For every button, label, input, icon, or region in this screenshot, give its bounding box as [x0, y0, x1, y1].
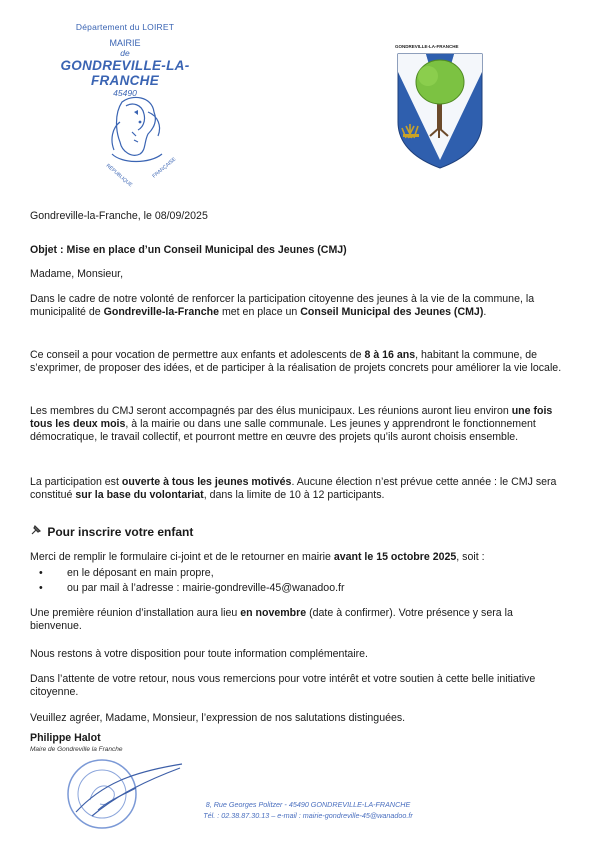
paragraph-availability: Nous restons à votre disposition pour toute information complémentaire. [30, 648, 368, 660]
crest-label: GONDREVILLE-LA-FRANCHE [395, 44, 459, 49]
registration-options [30, 566, 562, 595]
coat-of-arms-icon [386, 42, 494, 175]
place-date: Gondreville-la-Franche, le 08/09/2025 [30, 210, 208, 222]
signer-name: Philippe Halot [30, 732, 101, 744]
seal-text-left: RÉPUBLIQUE [104, 162, 134, 189]
commune-name: GONDREVILLE-LA-FRANCHE [60, 58, 190, 88]
paragraph-purpose: Ce conseil a pour vocation de permettre aux enfants et adolescents de 8 à 16 ans, habitant la commune, de s’exprimer, de proposer des idées, et de participer à la réalisation de projets concrets pour améliorer la vie locale. [30, 349, 562, 375]
letterhead [40, 22, 210, 98]
salutation: Madame, Monsieur, [30, 268, 124, 280]
list-item: • en le déposant en main propre, [30, 566, 562, 581]
paragraph-participation: La participation est ouverte à tous les jeunes motivés. Aucune élection n’est prévue cette année : le CMJ sera constitué sur la base du volontariat, dans la limite de 10 à 12 participants. [30, 476, 557, 502]
footer-address: 8, Rue Georges Politzer - 45490 GONDREVILLE-LA-FRANCHE [205, 800, 411, 809]
footer-contact: Tél. : 02.38.87.30.13 – e-mail : mairie-gondreville-45@wanadoo.fr [203, 811, 413, 820]
object-text: : Mise en place d’un Conseil Municipal des Jeunes (CMJ) [57, 244, 347, 256]
paragraph-members: Les membres du CMJ seront accompagnés par des élus municipaux. Les réunions auront lieu environ une fois tous les deux mois, à la mairie ou dans une salle communale. Les jeunes y apprendront le fonctionnement démocratique, le travail collectif, et pourront mettre en œuvre des projets qu’ils auront choisis ensemble. [30, 405, 553, 444]
list-item: • ou par mail à l’adresse : mairie-gondreville-45@wanadoo.fr [30, 581, 562, 596]
object-label: Objet [30, 244, 58, 256]
department-name: Département du LOIRET [75, 22, 175, 32]
paragraph-first-meeting: Une première réunion d’installation aura lieu en novembre (date à confirmer). Votre présence y sera la bienvenue. [30, 607, 513, 633]
letter-object [30, 244, 562, 257]
paragraph-registration: Merci de remplir le formulaire ci-joint et de le retourner en mairie avant le 15 octobre 2025, soit : [30, 551, 485, 563]
section-heading [30, 524, 193, 539]
marianne-logo [92, 92, 182, 197]
paragraph-closing: Veuillez agréer, Madame, Monsieur, l’expression de nos salutations distinguées. [30, 712, 406, 724]
de-label: de [120, 48, 130, 58]
seal-text-right: FRANÇAISE [151, 156, 178, 180]
postal-code: 45490 [113, 88, 137, 98]
paragraph-thanks: Dans l’attente de votre retour, nous vous remercions pour votre intérêt et votre soutien à cette belle initiative citoyenne. [30, 673, 536, 699]
signer-role: Maire de Gondreville la Franche [30, 746, 123, 753]
paragraph-intro: Dans le cadre de notre volonté de renforcer la participation citoyenne des jeunes à la vie de la commune, la municipalité de Gondreville-la-Franche met en place un Conseil Municipal des Jeunes (CMJ). [30, 293, 535, 319]
section-title: Pour inscrire votre enfant [47, 525, 194, 539]
pin-icon [30, 524, 44, 539]
mairie-label: MAIRIE [109, 38, 141, 48]
mairie-stamp [62, 754, 192, 839]
